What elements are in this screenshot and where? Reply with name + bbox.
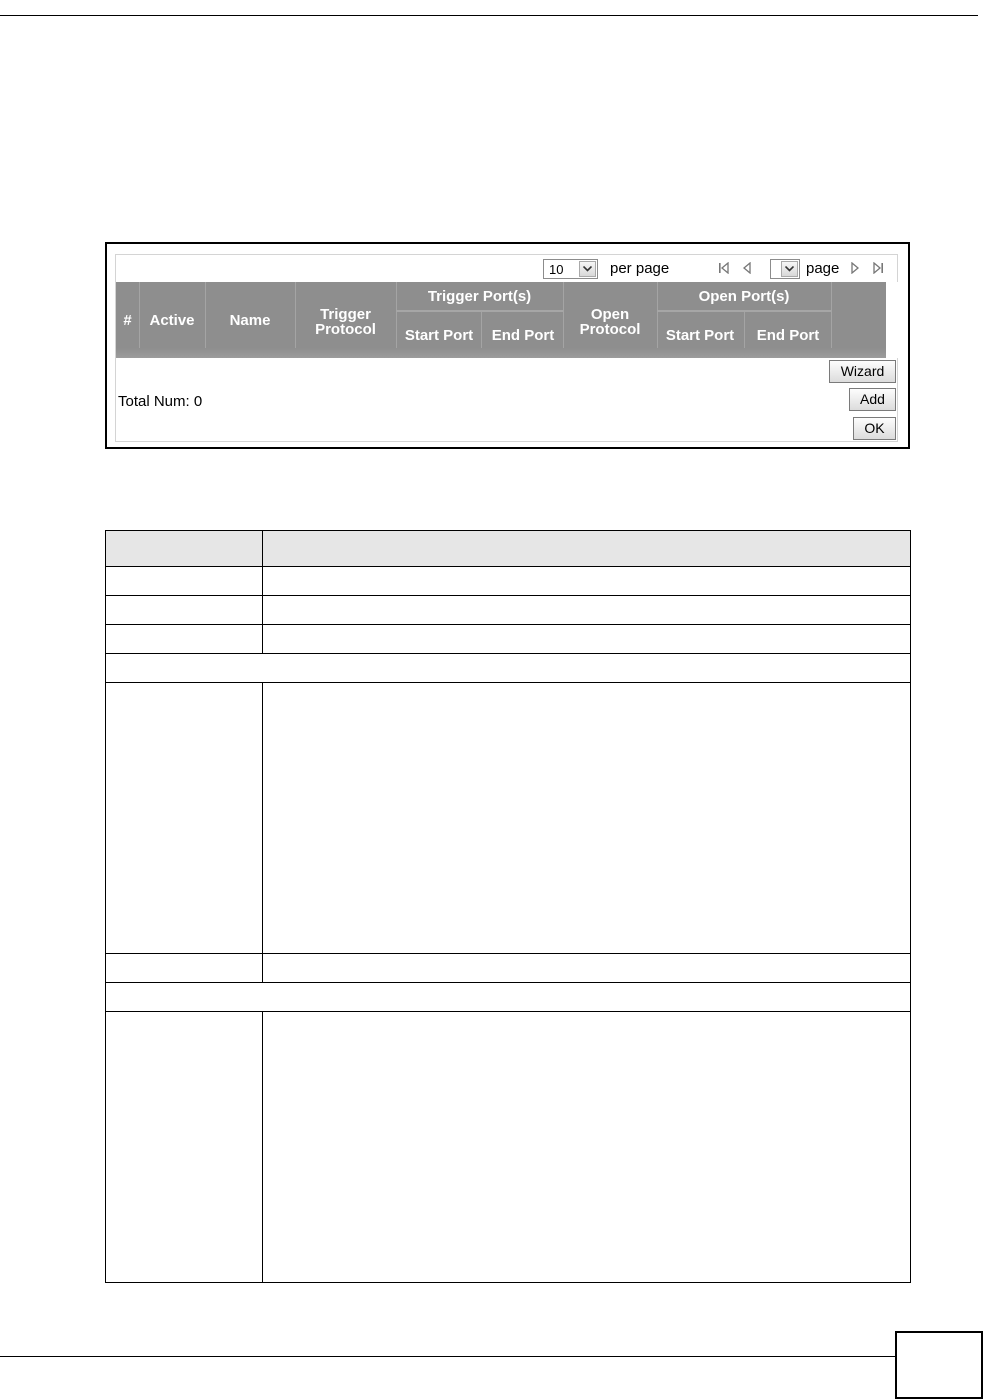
col-header-open-end-port[interactable]: End Port xyxy=(756,326,820,344)
chevron-down-icon[interactable] xyxy=(579,261,596,277)
per-page-label: per page xyxy=(610,260,670,277)
group-divider xyxy=(396,310,563,312)
bottom-rule xyxy=(0,1356,898,1357)
field-description-table xyxy=(105,530,911,1282)
previous-page-icon[interactable] xyxy=(742,261,752,278)
column-divider xyxy=(831,282,832,358)
first-page-icon[interactable] xyxy=(718,261,730,278)
page-select[interactable] xyxy=(770,259,800,279)
total-count: Total Num: 0 xyxy=(118,393,203,410)
col-header-trigger-end-port[interactable]: End Port xyxy=(491,326,555,344)
wizard-button[interactable]: Wizard xyxy=(829,360,896,383)
next-page-icon[interactable] xyxy=(850,261,860,278)
col-header-name[interactable]: Name xyxy=(229,311,271,329)
page-label: page xyxy=(806,260,840,277)
column-divider xyxy=(295,282,296,358)
ok-button[interactable]: OK xyxy=(853,417,896,440)
table-row xyxy=(106,983,911,1012)
last-page-icon[interactable] xyxy=(872,261,884,278)
add-button[interactable]: Add xyxy=(849,388,896,411)
table-row xyxy=(106,654,911,683)
col-header-index[interactable]: # xyxy=(123,311,132,329)
column-divider xyxy=(563,282,564,358)
table-header xyxy=(116,282,886,358)
table-row xyxy=(106,683,911,954)
per-page-select[interactable] xyxy=(543,259,598,279)
trigger-port-panel xyxy=(115,254,898,442)
table-row xyxy=(106,596,911,625)
pagination-bar xyxy=(116,255,899,282)
group-header-trigger-ports: Trigger Port(s) xyxy=(427,287,532,305)
table-row xyxy=(106,567,911,596)
col-header-open-protocol[interactable]: Open Protocol xyxy=(579,306,641,338)
per-page-value: 10 xyxy=(549,262,564,277)
screenshot-frame xyxy=(105,242,910,449)
col-header-open-start-port[interactable]: Start Port xyxy=(665,326,735,344)
col-header-trigger-start-port[interactable]: Start Port xyxy=(404,326,474,344)
table-row xyxy=(106,954,911,983)
chevron-down-icon[interactable] xyxy=(781,261,798,277)
group-divider xyxy=(657,310,831,312)
page-number-box xyxy=(895,1331,983,1399)
col-header-active[interactable]: Active xyxy=(149,311,195,329)
group-header-open-ports: Open Port(s) xyxy=(698,287,790,305)
table-row xyxy=(106,1012,911,1283)
top-rule xyxy=(0,15,978,16)
col-header-trigger-protocol[interactable]: Trigger Protocol xyxy=(315,306,376,338)
table-row xyxy=(106,531,911,567)
header-spacer xyxy=(886,282,899,358)
table-row xyxy=(106,625,911,654)
